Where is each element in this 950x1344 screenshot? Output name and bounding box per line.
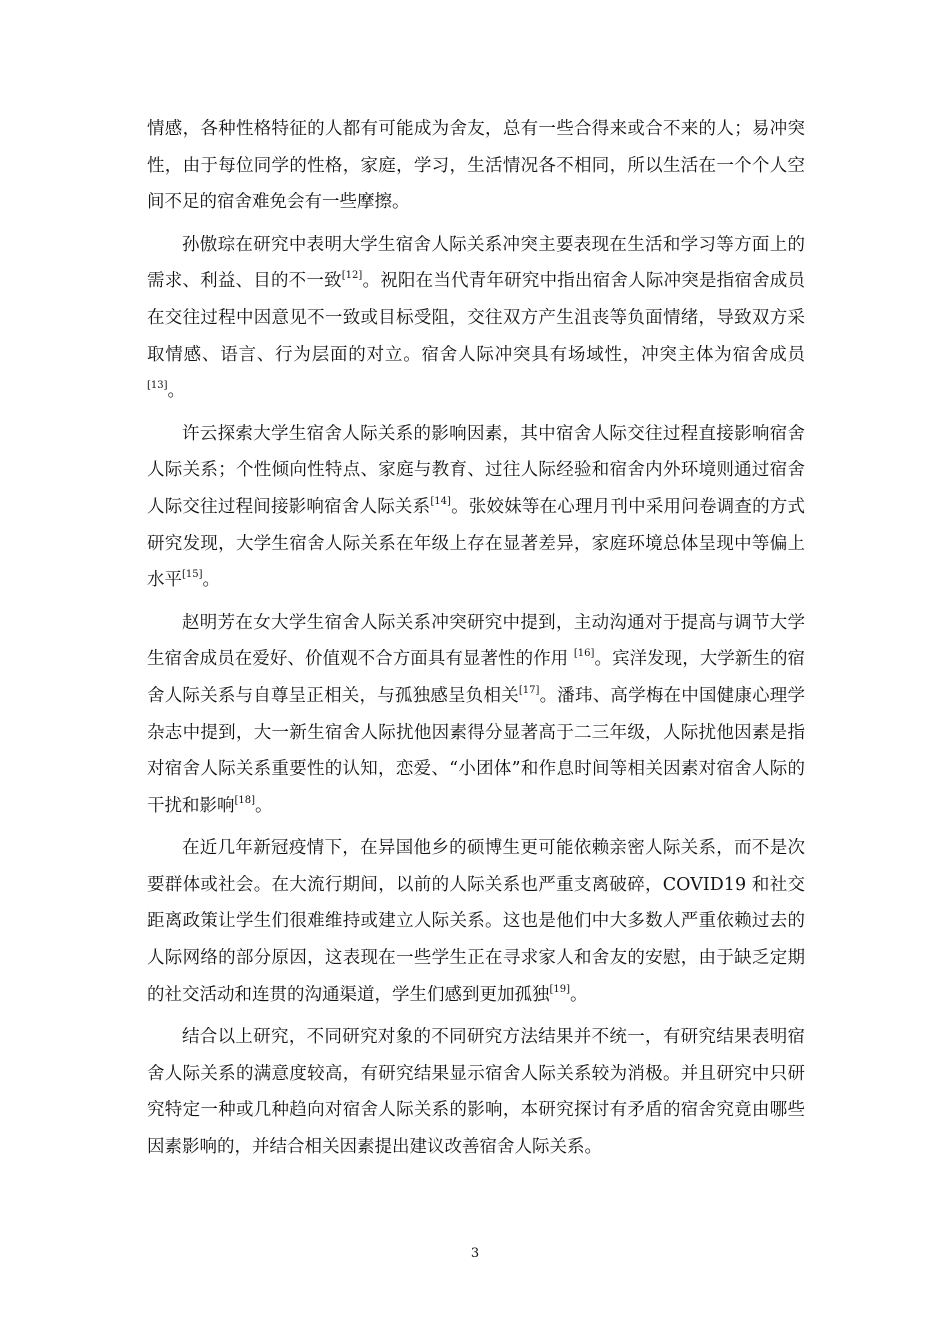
citation-marker: [14] [430, 495, 451, 507]
paragraph [147, 1019, 805, 1165]
citation-marker: [15] [182, 569, 203, 581]
paragraph-text: 许云探索大学生宿舍人际关系的影响因素，其中宿舍人际交往过程直接影响宿舍人际关系；个性倾向性特点、家庭与教育、过往人际经验和宿舍内外环境则通过宿舍人际交往过程间接影响宿舍人际关系 [147, 423, 805, 517]
paragraph-text: 。张姣妹等在心理月刊中采用问卷调查的方式研究发现，大学生宿舍人际关系在年级上存在显著差异，家庭环境总体呈现中等偏上水平 [147, 496, 806, 591]
paragraph [147, 830, 805, 1013]
citation-marker: [19] [549, 983, 571, 995]
citation-marker: [13] [147, 380, 168, 392]
citation-marker: [16] [573, 648, 595, 660]
paragraph-text: 。 [570, 984, 588, 1005]
paragraph-text: 孙傲琮在研究中表明大学生宿舍人际关系冲突主要表现在生活和学习等方面上的需求、利益、目的不一致 [147, 234, 805, 292]
paragraph-text: 。祝阳在当代青年研究中指出宿舍人际冲突是指宿舍成员在交往过程中因意见不一致或目标受阻，交往双方产生沮丧等负面情绪，导致双方采取情感、语言、行为层面的对立。宿舍人际冲突具有场域性，冲突主体为宿舍成员 [147, 271, 805, 365]
paragraph-text: 在近几年新冠疫情下，在异国他乡的硕博生更可能依赖亲密人际关系，而不是次要群体或社会。在大流行期间，以前的人际关系也严重支离破碎，COVID19 和社交距离政策让学生们很难维持或建立人际关系。这也是他们中大多数人严重依赖过去的人际网络的部分原因，这表现在一些学生正在寻求家人和舍友的安慰，由于缺乏定期的社交活动和连贯的沟通渠道，学生们感到更加孤独 [147, 838, 805, 1005]
paragraph [147, 111, 805, 221]
paragraph-text: 。潘玮、高学梅在中国健康心理学杂志中提到，大一新生宿舍人际扰他因素得分显著高于二三年级，人际扰他因素是指对宿舍人际关系重要性的认知，恋爱、“小团体”和作息时间等相关因素对宿舍人际的干扰和影响 [147, 685, 806, 816]
paragraph [147, 227, 805, 410]
citation-marker: [12] [341, 270, 363, 282]
citation-marker: [17] [518, 684, 540, 696]
paragraph-text: 情感，各种性格特征的人都有可能成为舍友，总有一些合得来或合不来的人；易冲突性，由于每位同学的性格，家庭，学习，生活情况各不相同，所以生活在一个个人空间不足的宿舍难免会有一些摩擦。 [147, 119, 805, 213]
paragraph-text: 。 [255, 795, 273, 816]
paragraph [147, 416, 805, 599]
paragraph-text: 。 [167, 381, 186, 402]
paragraph-text: 。宾洋发现，大学新生的宿舍人际关系与自尊呈正相关，与孤独感呈负相关 [147, 649, 806, 706]
page-number: 3 [470, 1246, 480, 1261]
paragraph-text: 结合以上研究，不同研究对象的不同研究方法结果并不统一，有研究结果表明宿舍人际关系的满意度较高，有研究结果显示宿舍人际关系较为消极。并且研究中只研究特定一种或几种趋向对宿舍人际关系的影响，本研究探讨有矛盾的宿舍究竟由哪些因素影响的，并结合相关因素提出建议改善宿舍人际关系。 [147, 1027, 805, 1158]
citation-marker: [18] [234, 794, 256, 806]
paragraph [147, 605, 805, 825]
paragraph-text: 赵明芳在女大学生宿舍人际关系冲突研究中提到，主动沟通对于提高与调节大学生宿舍成员在爱好、价值观不合方面具有显著性的作用 [147, 612, 805, 670]
paragraph-text: 。 [202, 570, 221, 591]
body-text [147, 111, 805, 1172]
